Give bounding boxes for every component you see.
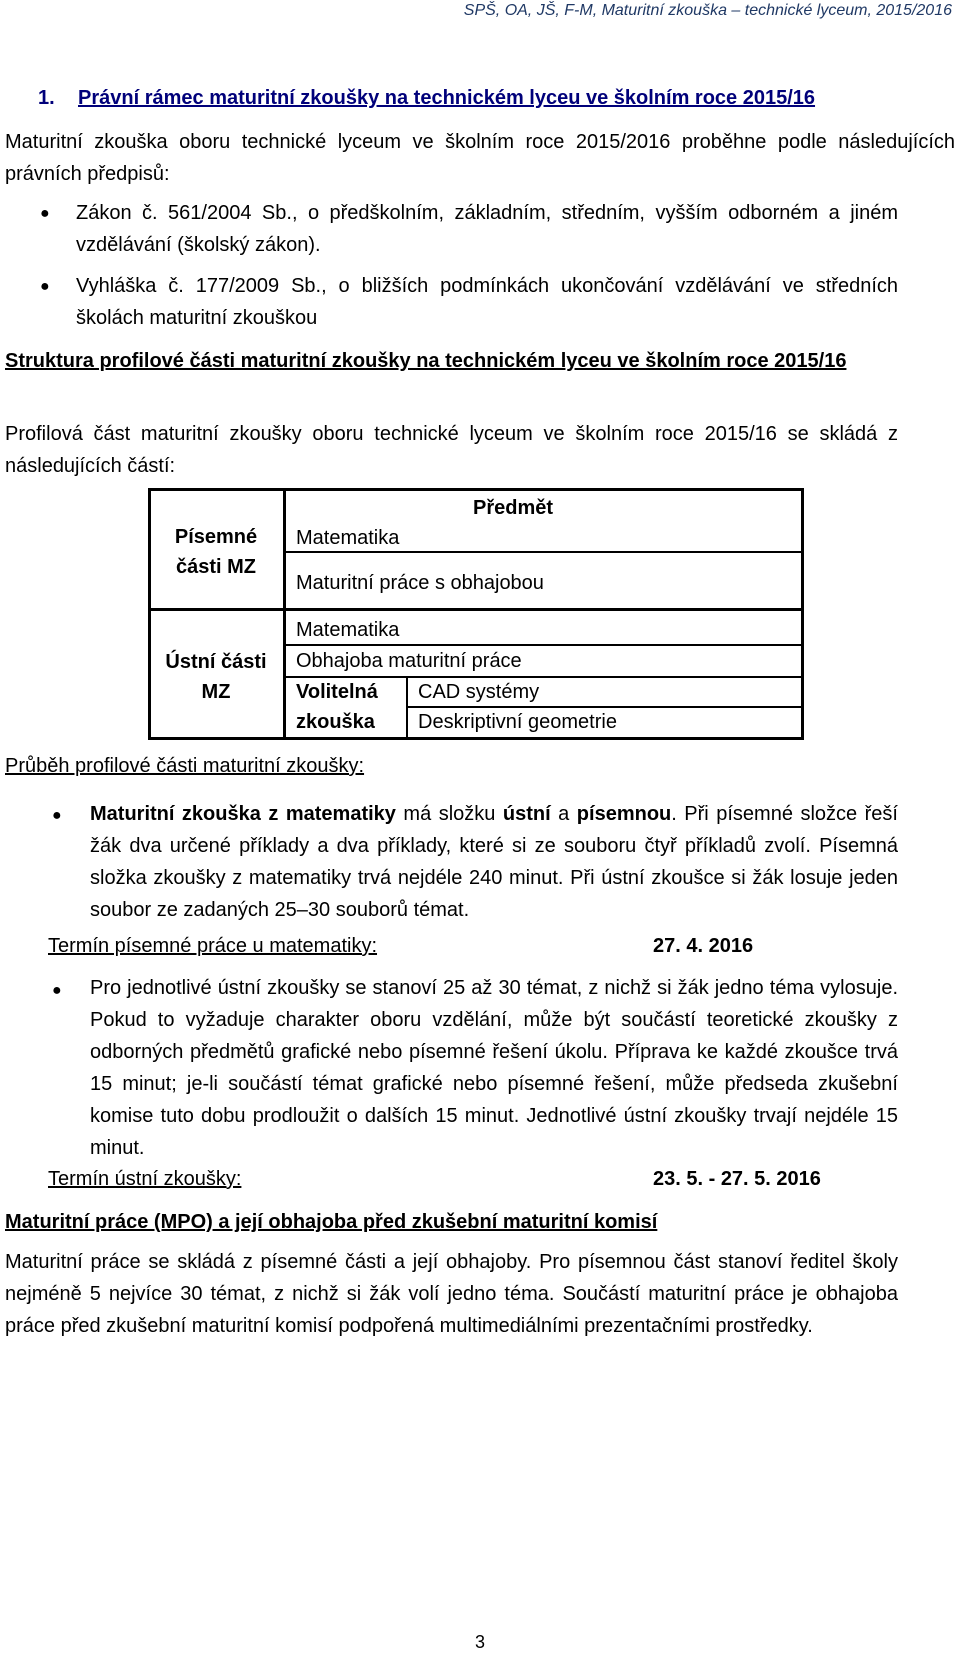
section-title: Právní rámec maturitní zkoušky na technickém lyceu ve školním roce 2015/16: [78, 87, 816, 109]
structure-intro: Profilová část maturitní zkoušky oboru technické lyceum ve školním roce 2015/16 se skládá z následujících částí:: [5, 423, 898, 477]
progress-heading: Průběh profilové části maturitní zkoušky:: [5, 755, 365, 777]
bullet-icon: ●: [40, 205, 50, 222]
legal-item-2: Vyhláška č. 177/2009 Sb., o bližších podmínkách ukončování vzdělávání ve středních školách maturitní zkouškou: [76, 275, 898, 329]
elective-label: zkouška: [296, 711, 375, 733]
table-divider: [406, 676, 408, 740]
written-label: Písemné: [174, 526, 258, 548]
written-term-date: 27. 4. 2016: [653, 935, 754, 957]
table-cell: Maturitní práce s obhajobou: [296, 572, 544, 594]
oral-term-label: Termín ústní zkoušky:: [48, 1168, 242, 1190]
table-column-header: Předmět: [473, 497, 554, 519]
bullet-icon: ●: [52, 982, 62, 999]
oral-paragraph: Pro jednotlivé ústní zkoušky se stanoví 25 až 30 témat, z nichž si žák jedno téma vylosuje. Pokud to vyžaduje charakter oboru vzdělání, může být součástí teoretické zkoušky z odborných předmětů grafické nebo písemné řešení úkolu. Příprava ke každé zkoušce trvá 15 minut; je-li součástí témat grafické nebo písemné řešení, může předseda zkušební komise tuto dobu prodloužit o dalších 15 minut. Jednotlivé ústní zkoušky trvají nejdéle 15 minut.: [90, 977, 898, 1159]
table-cell: Deskriptivní geometrie: [418, 711, 617, 733]
written-term-label: Termín písemné práce u matematiky:: [48, 935, 378, 957]
section-heading: [38, 82, 938, 114]
table-divider: [283, 488, 286, 740]
table-cell: Matematika: [296, 619, 400, 641]
table-divider: [406, 706, 803, 708]
bullet-icon: ●: [52, 807, 62, 824]
elective-label: Volitelná: [296, 681, 378, 703]
oral-label: Ústní části: [165, 651, 267, 673]
table-cell: CAD systémy: [418, 681, 540, 703]
math-text: má složku: [395, 803, 503, 825]
intro-paragraph: Maturitní zkouška oboru technické lyceum ve školním roce 2015/2016 proběhne podle následujících právních předpisů:: [5, 131, 955, 185]
math-bold: Maturitní zkouška z matematiky: [90, 803, 396, 825]
legal-item-1: Zákon č. 561/2004 Sb., o předškolním, základním, středním, vyšším odborném a jiném vzdělávání (školský zákon).: [76, 202, 898, 256]
thesis-paragraph: Maturitní práce se skládá z písemné části a její obhajoby. Pro písemnou část stanoví ředitel školy nejméně 5 nejvíce 30 témat, z nichž si žák volí jedno téma. Součástí maturitní práce je obhajoba práce před zkušební maturitní komisí podpořená multimediálními prezentačními prostředky.: [5, 1251, 898, 1337]
bullet-icon: ●: [40, 278, 50, 295]
math-text: . Při písemné složce řeší žák dva určené příklady a dva příklady, které si ze souboru čtyř příkladů zvolí. Písemná složka zkoušky z matematiky trvá nejdéle 240 minut. Při ústní zkoušce si žák losuje jeden soubor ze zadaných 25–30 souborů témat.: [90, 803, 898, 921]
table-cell: Obhajoba maturitní práce: [296, 650, 522, 672]
written-label: části MZ: [175, 556, 257, 578]
math-bold: písemnou: [576, 803, 672, 825]
running-header: SPŠ, OA, JŠ, F-M, Maturitní zkouška – technické lyceum, 2015/2016: [463, 2, 952, 19]
section-number: 1.: [38, 87, 55, 109]
page-number: 3: [474, 1632, 485, 1652]
oral-term-date: 23. 5. - 27. 5. 2016: [653, 1168, 821, 1190]
table-divider: [148, 608, 804, 611]
table-divider: [285, 676, 803, 678]
table-divider: [285, 551, 803, 553]
thesis-heading: Maturitní práce (MPO) a její obhajoba před zkušební maturitní komisí: [5, 1211, 658, 1233]
math-bold: ústní: [502, 803, 551, 825]
math-paragraph: [90, 798, 898, 926]
structure-heading: Struktura profilové části maturitní zkoušky na technickém lyceu ve školním roce 2015/16: [5, 350, 847, 372]
table-divider: [285, 644, 803, 646]
math-text: a: [550, 803, 577, 825]
table-cell: Matematika: [296, 527, 400, 549]
oral-label: MZ: [201, 681, 231, 703]
